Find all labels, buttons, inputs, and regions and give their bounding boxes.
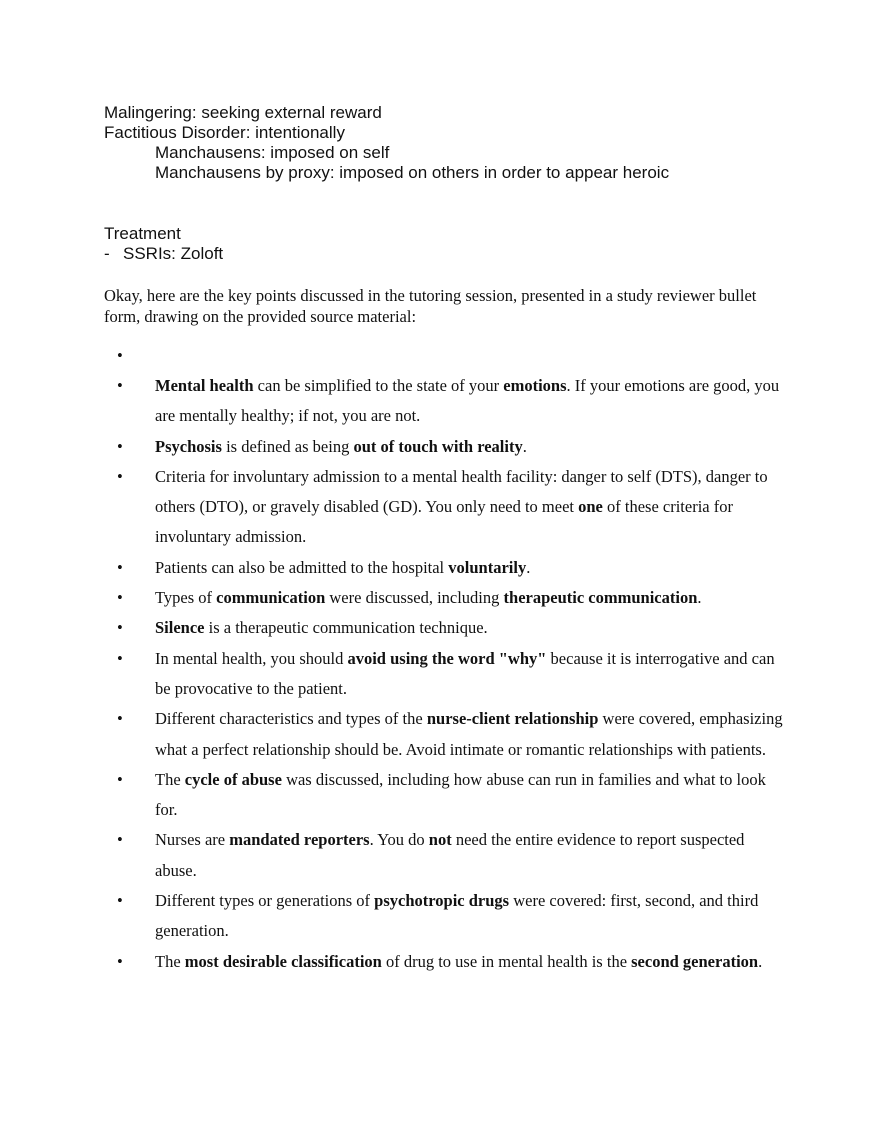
text-segment: Different characteristics and types of the: [155, 709, 427, 729]
text-segment: were covered: first, second, and third generation.: [155, 891, 759, 941]
bold-term: most desirable classification: [184, 951, 382, 971]
bold-term: mandated reporters: [229, 830, 370, 850]
bold-term: avoid using the word "why": [347, 648, 547, 668]
note-line: Manchausens by proxy: imposed on others in order to appear heroic: [155, 163, 670, 182]
list-item: [104, 825, 784, 886]
bullet-icon: •: [117, 557, 123, 577]
text-segment: Criteria for involuntary admission to a mental health facility: danger to self (DTS), danger to others (DTO), or gravely disabled (GD). You only need to meet: [155, 466, 768, 517]
bullet-icon: •: [117, 436, 123, 456]
text-segment: because it is interrogative and can be provocative to the patient.: [155, 648, 775, 698]
text-segment: . You do: [369, 830, 429, 850]
list-item: [104, 371, 784, 432]
bold-term: emotions: [503, 376, 567, 395]
text-segment: of these criteria for involuntary admission.: [155, 497, 733, 547]
list-item: [104, 704, 784, 765]
treatment-item-text: SSRIs: Zoloft: [123, 244, 224, 263]
list-item: [104, 644, 784, 705]
text-segment: can be simplified to the state of your: [253, 376, 504, 395]
text-segment: Patients can also be admitted to the hospital: [155, 557, 449, 577]
bold-term: voluntarily: [448, 557, 527, 577]
bullet-icon: •: [117, 648, 123, 668]
bullet-icon: •: [117, 618, 123, 638]
text-segment: was discussed, including how abuse can run in families and what to look for.: [155, 769, 766, 820]
bold-term: Psychosis: [155, 436, 222, 456]
bullet-icon: •: [117, 588, 123, 608]
bold-term: psychotropic drugs: [374, 891, 510, 911]
text-segment: The: [155, 951, 185, 971]
dash-marker: -: [104, 244, 110, 263]
bold-term: communication: [216, 588, 326, 608]
text-segment: is defined as being: [221, 436, 354, 456]
treatment-item: [104, 244, 223, 264]
key-points-list: [104, 341, 784, 977]
list-item: [104, 886, 784, 947]
list-item: [104, 432, 784, 462]
bullet-icon: •: [117, 466, 123, 486]
text-segment: .: [758, 951, 763, 971]
list-item: [104, 583, 784, 613]
note-line: Malingering: seeking external reward: [104, 103, 382, 122]
text-segment: .: [526, 557, 531, 577]
list-item: [104, 553, 784, 583]
bold-term: cycle of abuse: [184, 769, 282, 789]
bold-term: one: [578, 497, 603, 517]
text-segment: .: [522, 436, 527, 456]
bold-term: nurse-client relationship: [426, 709, 599, 729]
text-segment: .: [697, 588, 702, 608]
treatment-section: [104, 224, 223, 264]
text-segment: of drug to use in mental health is the: [381, 951, 632, 971]
text-segment: is a therapeutic communication technique.: [204, 618, 488, 638]
text-segment: . If your emotions are good, you are mentally healthy; if not, you are not.: [155, 376, 780, 426]
bold-term: Mental health: [155, 376, 254, 395]
text-segment: Different types or generations of: [155, 891, 375, 911]
text-segment: The: [155, 769, 185, 789]
list-item: [104, 947, 784, 977]
treatment-heading: Treatment: [104, 224, 181, 243]
list-item: [104, 341, 784, 371]
text-segment: were covered, emphasizing what a perfect relationship should be. Avoid intimate or romantic relationships with patients.: [155, 709, 783, 759]
text-segment: Types of: [155, 588, 217, 608]
intro-paragraph: Okay, here are the key points discussed in the tutoring session, presented in a study reviewer bullet form, drawing on the provided source material:: [104, 286, 757, 326]
text-segment: Nurses are: [155, 830, 230, 850]
list-item: [104, 613, 784, 643]
text-segment: need the entire evidence to report suspected abuse.: [155, 830, 745, 880]
bullet-icon: •: [117, 376, 123, 395]
bullet-icon: •: [117, 769, 123, 789]
bullet-icon: •: [117, 951, 123, 971]
bullet-icon: •: [117, 891, 123, 911]
text-segment: In mental health, you should: [155, 648, 348, 668]
handwritten-notes: [104, 103, 669, 183]
note-line: Factitious Disorder: intentionally: [104, 123, 345, 142]
bullet-icon: •: [117, 709, 123, 729]
note-line: Manchausens: imposed on self: [155, 143, 390, 162]
bullet-icon: •: [117, 830, 123, 850]
bold-term: Silence: [155, 618, 205, 638]
text-segment: were discussed, including: [325, 588, 504, 608]
bold-term: out of touch with reality: [353, 436, 523, 456]
list-item: [104, 462, 784, 553]
bold-term: not: [428, 830, 452, 850]
bold-term: therapeutic communication: [503, 588, 698, 608]
list-item: [104, 765, 784, 826]
bullet-icon: •: [117, 346, 123, 365]
bold-term: second generation: [631, 951, 759, 971]
